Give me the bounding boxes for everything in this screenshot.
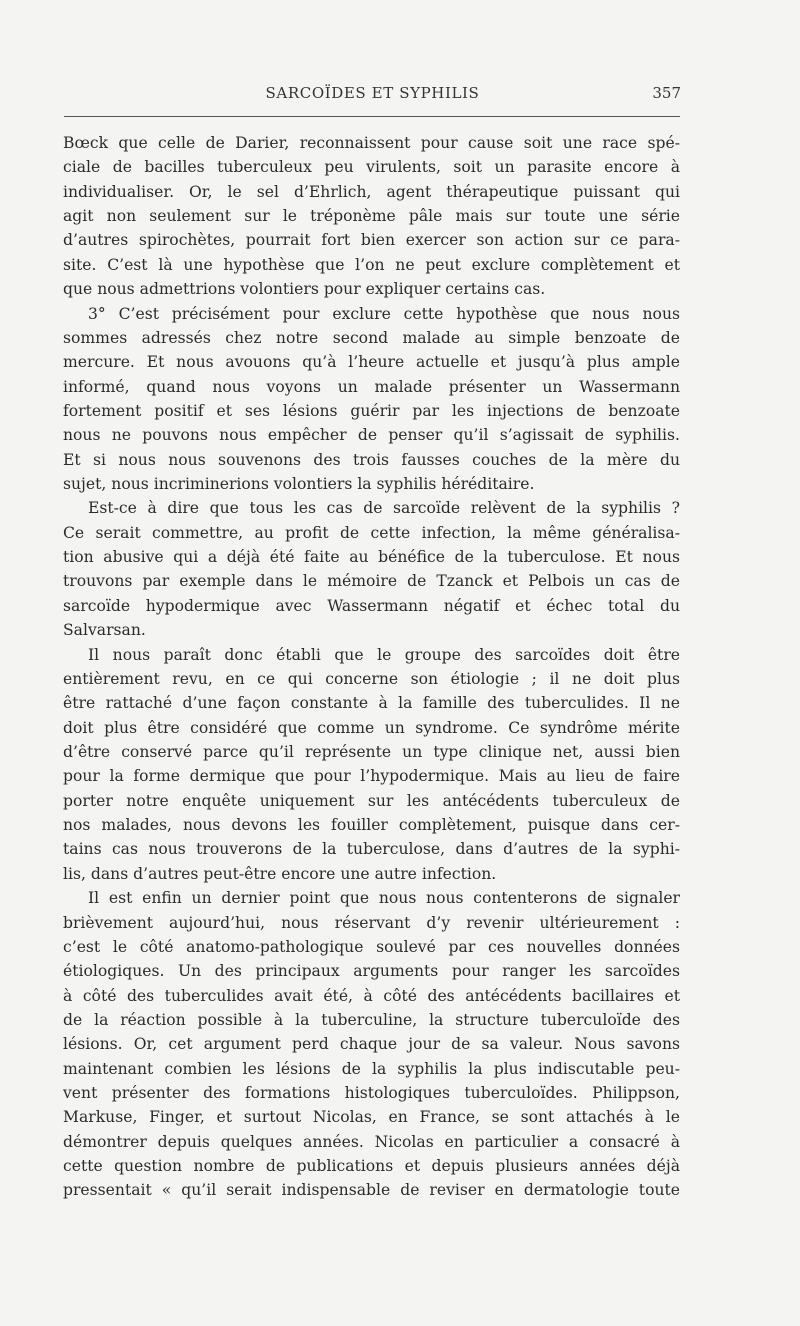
- text-line: pour la forme dermique que pour l’hypodermique. Mais au lieu de faire: [63, 767, 680, 786]
- text-line: sommes adressés chez notre second malade au simple benzoate de: [63, 328, 680, 347]
- text-line: que nous admettrions volontiers pour expliquer certains cas.: [63, 280, 546, 299]
- text-line: tion abusive qui a déjà été faite au bénéfice de la tuberculose. Et nous: [63, 548, 680, 567]
- text-line: d’être conservé parce qu’il représente un type clinique net, aussi bien: [63, 742, 680, 761]
- text-line: d’autres spirochètes, pourrait fort bien exercer son action sur ce para-: [63, 231, 680, 250]
- page-number: 357: [652, 84, 681, 102]
- text-line: informé, quand nous voyons un malade présenter un Wassermann: [63, 377, 680, 396]
- text-line: tains cas nous trouverons de la tuberculose, dans d’autres de la syphi-: [63, 840, 680, 859]
- text-line: maintenant combien les lésions de la syphilis la plus indiscutable peu-: [63, 1059, 680, 1078]
- text-line: Est-ce à dire que tous les cas de sarcoïde relèvent de la syphilis ?: [88, 499, 680, 518]
- text-line: site. C’est là une hypothèse que l’on ne peut exclure complètement et: [63, 255, 680, 274]
- text-line: Markuse, Finger, et surtout Nicolas, en France, se sont attachés à le: [63, 1108, 680, 1127]
- text-line: Il est enfin un dernier point que nous nous contenterons de signaler: [88, 889, 680, 908]
- body-text: [63, 131, 680, 1203]
- text-line: ciale de bacilles tuberculeux peu virulents, soit un parasite encore à: [63, 158, 680, 177]
- text-line: nos malades, nous devons les fouiller complètement, puisque dans cer-: [63, 816, 680, 835]
- text-line: mercure. Et nous avouons qu’à l’heure actuelle et jusqu’à plus ample: [63, 353, 680, 372]
- header-divider: [64, 116, 680, 117]
- text-line: porter notre enquête uniquement sur les antécédents tuberculeux de: [63, 791, 680, 810]
- text-line: c’est le côté anatomo-pathologique soulevé par ces nouvelles données: [63, 937, 680, 956]
- text-line: Bœck que celle de Darier, reconnaissent pour cause soit une race spé-: [63, 134, 680, 152]
- text-line: fortement positif et ses lésions guérir par les injections de benzoate: [63, 401, 680, 420]
- page-header: [64, 84, 681, 110]
- text-line: être rattaché d’une façon constante à la famille des tuberculides. Il ne: [63, 694, 680, 713]
- text-line: à côté des tuberculides avait été, à côté des antécédents bacillaires et: [63, 986, 680, 1005]
- text-line: nous ne pouvons nous empêcher de penser qu’il s’agissait de syphilis.: [63, 426, 680, 445]
- text-line: Il nous paraît donc établi que le groupe des sarcoïdes doit être: [88, 645, 680, 664]
- text-line: vent présenter des formations histologiques tuberculoïdes. Philippson,: [63, 1084, 680, 1103]
- text-line: Et si nous nous souvenons des trois fausses couches de la mère du: [63, 450, 680, 469]
- text-line: individualiser. Or, le sel d’Ehrlich, agent thérapeutique puissant qui: [63, 182, 680, 201]
- text-line: brièvement aujourd’hui, nous réservant d’y revenir ultérieurement :: [63, 913, 680, 932]
- running-title: SARCOÏDES ET SYPHILIS: [265, 84, 480, 102]
- text-line: de la réaction possible à la tuberculine, la structure tuberculoïde des: [63, 1010, 680, 1029]
- text-line: Ce serait commettre, au profit de cette infection, la même généralisa-: [63, 523, 680, 542]
- text-line: sujet, nous incriminerions volontiers la syphilis héréditaire.: [63, 475, 535, 494]
- text-line: pressentait « qu’il serait indispensable de reviser en dermatologie toute: [63, 1181, 680, 1200]
- text-line: démontrer depuis quelques années. Nicolas en particulier a consacré à: [63, 1132, 680, 1151]
- text-line: trouvons par exemple dans le mémoire de Tzanck et Pelbois un cas de: [63, 572, 680, 591]
- text-line: Salvarsan.: [63, 621, 146, 640]
- text-line: étiologiques. Un des principaux arguments pour ranger les sarcoïdes: [63, 962, 680, 981]
- text-line: 3° C’est précisément pour exclure cette hypothèse que nous nous: [88, 304, 680, 323]
- text-line: sarcoïde hypodermique avec Wassermann négatif et échec total du: [63, 596, 680, 615]
- text-line: cette question nombre de publications et depuis plusieurs années déjà: [63, 1157, 680, 1176]
- text-line: lis, dans d’autres peut-être encore une autre infection.: [63, 864, 497, 883]
- text-line: doit plus être considéré que comme un syndrome. Ce syndrôme mérite: [63, 718, 680, 737]
- text-line: lésions. Or, cet argument perd chaque jour de sa valeur. Nous savons: [63, 1035, 680, 1054]
- text-line: agit non seulement sur le tréponème pâle mais sur toute une série: [63, 207, 680, 226]
- text-line: entièrement revu, en ce qui concerne son étiologie ; il ne doit plus: [63, 669, 680, 688]
